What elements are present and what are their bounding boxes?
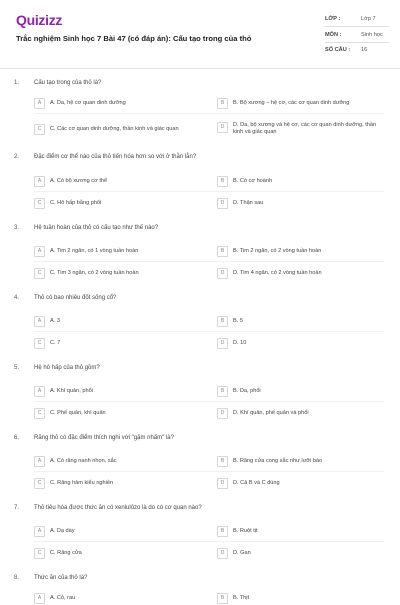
option-text: C. 7: [50, 340, 61, 346]
option-letter-box: A: [34, 526, 45, 537]
question-number: 4.: [14, 295, 20, 301]
option-text: A. Có răng nanh nhọn, sắc: [50, 458, 117, 464]
question-text: Thức ăn của thỏ là?: [34, 575, 88, 581]
question-number: 8.: [14, 575, 20, 581]
option-divider: [34, 261, 384, 262]
option-letter-box: C: [34, 124, 45, 135]
question-text: Thỏ tiêu hóa được thức ăn có xenlulôzo là do có cơ quan nào?: [34, 505, 202, 511]
question-text: Đặc điểm cơ thể nào của thỏ tiến hóa hơn so với ở thằn lằn?: [34, 154, 197, 160]
meta-count-value: 16: [361, 47, 368, 53]
option-text: A. Có bộ xương cơ thể: [50, 178, 108, 184]
option-letter-box: B: [217, 456, 228, 467]
question-text: Cấu tạo trong của thỏ là?: [34, 80, 102, 86]
question-number: 5.: [14, 365, 20, 371]
option-divider: [34, 471, 384, 472]
option-text: D. Tim 4 ngăn, có 2 vòng tuần hoàn: [233, 270, 322, 276]
option-text: A. Khí quản, phổi: [50, 388, 93, 394]
option-divider: [34, 191, 384, 192]
question-text: Hệ hô hấp của thỏ gồm?: [34, 365, 100, 371]
option-letter-box: A: [34, 316, 45, 327]
option-text: B. Răng cửa cong sắc như lưỡi bào: [233, 458, 323, 464]
question-text: Thỏ có bao nhiêu đốt sống cổ?: [34, 295, 117, 301]
option-letter-box: B: [217, 246, 228, 257]
option-letter-box: B: [217, 316, 228, 327]
meta-class-key: LỚP :: [325, 16, 341, 22]
worksheet-title: Trắc nghiệm Sinh học 7 Bài 47 (có đáp án): Cấu tạo trong của thỏ: [16, 34, 252, 43]
option-letter-box: D: [217, 122, 228, 133]
option-text: C. Tim 3 ngăn, có 2 vòng tuần hoàn: [50, 270, 139, 276]
option-letter-box: C: [34, 478, 45, 489]
meta-class-value: Lớp 7: [361, 16, 376, 22]
option-text: D. Cả B và C đúng: [233, 480, 280, 486]
option-text: D. 10: [233, 340, 247, 346]
meta-subject-key: MÔN :: [325, 32, 342, 38]
option-text: A. Cỏ, rau: [50, 595, 76, 601]
option-text: D. Thận sau: [233, 200, 264, 206]
option-text: D. Gan: [233, 550, 251, 556]
question-number: 3.: [14, 225, 20, 231]
question-text: Hệ tuần hoàn của thỏ có cấu tạo như thế nào?: [34, 225, 159, 231]
meta-divider: [325, 42, 389, 43]
option-letter-box: C: [34, 198, 45, 209]
option-text: B. Bộ xương – hệ cơ, các cơ quan dinh dưỡng: [233, 100, 350, 106]
option-text: B. Thịt: [233, 595, 250, 601]
option-letter-box: A: [34, 98, 45, 109]
option-letter-box: D: [217, 268, 228, 279]
option-text: B. Có cơ hoành: [233, 178, 273, 184]
option-letter-box: A: [34, 456, 45, 467]
option-text: C. Phế quản, khí quản: [50, 410, 106, 416]
option-text: C. Hô hấp bằng phổi: [50, 200, 102, 206]
option-letter-box: A: [34, 246, 45, 257]
option-letter-box: B: [217, 593, 228, 604]
option-letter-box: B: [217, 526, 228, 537]
option-text: B. 5: [233, 318, 243, 324]
option-letter-box: D: [217, 478, 228, 489]
question-text: Răng thỏ có đặc điểm thích nghi với "gặm nhấm" là?: [34, 435, 174, 441]
option-letter-box: D: [217, 548, 228, 559]
option-letter-box: C: [34, 408, 45, 419]
option-text: A. Dạ dày: [50, 528, 75, 534]
option-text: B. Ruột tịt: [233, 528, 258, 534]
option-letter-box: B: [217, 176, 228, 187]
option-letter-box: C: [34, 548, 45, 559]
option-letter-box: A: [34, 176, 45, 187]
header-divider: [0, 68, 400, 69]
question-number: 2.: [14, 154, 20, 160]
option-divider: [34, 113, 384, 114]
option-letter-box: C: [34, 338, 45, 349]
worksheet-header: [0, 0, 400, 72]
option-letter-box: C: [34, 268, 45, 279]
option-text: D. Khí quản, phế quản và phổi: [233, 410, 309, 416]
option-letter-box: B: [217, 98, 228, 109]
option-text: B. Tim 2 ngăn, có 2 vòng tuần hoàn: [233, 248, 322, 254]
option-text: B. Da, phổi: [233, 388, 261, 394]
option-text: C. Răng cửa: [50, 550, 82, 556]
option-letter-box: D: [217, 408, 228, 419]
option-divider: [34, 331, 384, 332]
option-divider: [34, 401, 384, 402]
option-letter-box: A: [34, 593, 45, 604]
option-letter-box: D: [217, 338, 228, 349]
option-text: A. 3: [50, 318, 60, 324]
option-letter-box: B: [217, 386, 228, 397]
option-letter-box: D: [217, 198, 228, 209]
question-number: 7.: [14, 505, 20, 511]
option-text: C. Các cơ quan dinh dưỡng, thần kinh và giác quan: [50, 126, 179, 132]
meta-subject-value: Sinh học: [361, 32, 383, 38]
question-number: 1.: [14, 80, 20, 86]
meta-count-key: SỐ CÂU :: [325, 47, 351, 53]
option-text: A. Tim 2 ngăn, có 1 vòng tuần hoàn: [50, 248, 139, 254]
meta-divider: [325, 26, 389, 27]
option-text: C. Răng hàm kiểu nghiền: [50, 480, 114, 486]
quizizz-logo: Quizizz: [16, 12, 63, 28]
question-number: 6.: [14, 435, 20, 441]
option-divider: [34, 541, 384, 542]
option-text: A. Da, hệ cơ quan dinh dưỡng: [50, 100, 126, 106]
option-text: D. Da, bộ xương và hệ cơ, các cơ quan dinh dưỡng, thần kinh và giác quan: [233, 122, 377, 135]
option-letter-box: A: [34, 386, 45, 397]
